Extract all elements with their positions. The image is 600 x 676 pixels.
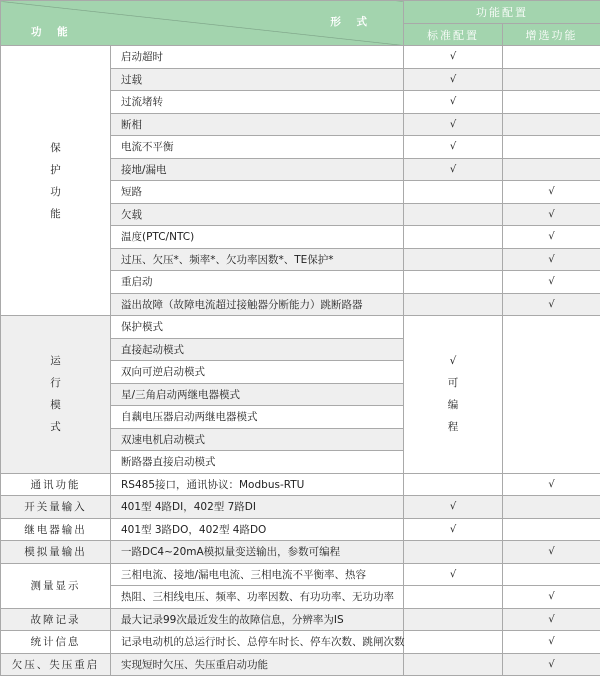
standard-check (404, 608, 503, 631)
standard-check (404, 631, 503, 654)
optional-check (503, 158, 600, 181)
optional-check: √ (503, 226, 600, 249)
check-mark: √ (404, 350, 502, 372)
form-header: 形 式 (330, 14, 373, 29)
standard-check (404, 271, 503, 294)
run-mode-item: 保护模式 (111, 316, 404, 339)
category-digital-input: 开关量输入 (1, 496, 111, 519)
optional-check: √ (503, 203, 600, 226)
run-mode-optional (503, 316, 600, 474)
optional-check: √ (503, 653, 600, 676)
protection-item: 溢出故障（故障电流超过接触器分断能力）跳断路器 (111, 293, 404, 316)
diagonal-header-cell (1, 1, 404, 46)
category-undervoltage-restart: 欠压、失压重启 (1, 653, 111, 676)
standard-check: √ (404, 68, 503, 91)
standard-check (404, 653, 503, 676)
measurement-item: 三相电流、接地/漏电电流、三相电流不平衡率、热容 (111, 563, 404, 586)
optional-check (503, 68, 600, 91)
category-char: 功 (1, 181, 110, 203)
category-char: 行 (1, 372, 110, 394)
protection-item: 电流不平衡 (111, 136, 404, 159)
protection-item: 过载 (111, 68, 404, 91)
standard-check: √ (404, 113, 503, 136)
run-mode-item: 星/三角启动两继电器模式 (111, 383, 404, 406)
category-statistics: 统计信息 (1, 631, 111, 654)
feature-item: 最大记录99次最近发生的故障信息，分辨率为IS (111, 608, 404, 631)
standard-check: √ (404, 136, 503, 159)
category-char: 能 (1, 203, 110, 225)
category-analog-output: 模拟量输出 (1, 541, 111, 564)
standard-check: √ (404, 496, 503, 519)
optional-check (503, 496, 600, 519)
optional-check (503, 518, 600, 541)
standard-check (404, 181, 503, 204)
standard-check: √ (404, 46, 503, 69)
standard-check: √ (404, 158, 503, 181)
run-mode-item: 双速电机启动模式 (111, 428, 404, 451)
category-run-mode (1, 316, 111, 474)
feature-item: 实现短时欠压、失压重启动功能 (111, 653, 404, 676)
programmable-char: 编 (404, 394, 502, 416)
optional-check: √ (503, 473, 600, 496)
config-header: 功能配置 (404, 1, 600, 24)
protection-item: 接地/漏电 (111, 158, 404, 181)
optional-check (503, 136, 600, 159)
run-mode-standard-programmable (404, 316, 503, 474)
category-relay-output: 继电器输出 (1, 518, 111, 541)
standard-check (404, 293, 503, 316)
optional-check: √ (503, 541, 600, 564)
run-mode-item: 直接起动模式 (111, 338, 404, 361)
run-mode-item: 自藕电压器启动两继电器模式 (111, 406, 404, 429)
run-mode-item: 双向可逆启动模式 (111, 361, 404, 384)
function-header: 功 能 (31, 24, 74, 39)
optional-check: √ (503, 586, 600, 609)
category-char: 护 (1, 159, 110, 181)
category-protection (1, 46, 111, 316)
category-measurement: 测量显示 (1, 563, 111, 608)
protection-item: 温度(PTC/NTC) (111, 226, 404, 249)
standard-check (404, 586, 503, 609)
protection-item: 短路 (111, 181, 404, 204)
optional-check (503, 46, 600, 69)
optional-check: √ (503, 608, 600, 631)
standard-check: √ (404, 91, 503, 114)
category-char: 模 (1, 394, 110, 416)
run-mode-item: 断路器直接启动模式 (111, 451, 404, 474)
optional-check (503, 113, 600, 136)
standard-config-header: 标准配置 (404, 24, 503, 46)
feature-item: 401型 4路DI，402型 7路DI (111, 496, 404, 519)
protection-item: 过压、欠压*、频率*、欠功率因数*、TE保护* (111, 248, 404, 271)
standard-check (404, 541, 503, 564)
category-char: 式 (1, 416, 110, 438)
feature-item: 记录电动机的总运行时长、总停车时长、停车次数、跳闸次数 (111, 631, 404, 654)
feature-item: RS485接口，通讯协议：Modbus-RTU (111, 473, 404, 496)
standard-check (404, 203, 503, 226)
standard-check: √ (404, 518, 503, 541)
standard-check: √ (404, 563, 503, 586)
standard-check (404, 473, 503, 496)
protection-item: 断相 (111, 113, 404, 136)
standard-check (404, 248, 503, 271)
standard-check (404, 226, 503, 249)
optional-check: √ (503, 248, 600, 271)
optional-function-header: 增选功能 (503, 24, 600, 46)
optional-check: √ (503, 631, 600, 654)
optional-check: √ (503, 181, 600, 204)
feature-item: 401型 3路DO，402型 4路DO (111, 518, 404, 541)
protection-item: 启动超时 (111, 46, 404, 69)
protection-item: 欠载 (111, 203, 404, 226)
category-char: 运 (1, 350, 110, 372)
programmable-char: 程 (404, 416, 502, 438)
protection-item: 过流堵转 (111, 91, 404, 114)
optional-check: √ (503, 293, 600, 316)
optional-check (503, 91, 600, 114)
category-fault-record: 故障记录 (1, 608, 111, 631)
feature-item: 一路DC4~20mA模拟量变送输出，参数可编程 (111, 541, 404, 564)
protection-item: 重启动 (111, 271, 404, 294)
category-communication: 通讯功能 (1, 473, 111, 496)
measurement-item: 热阻、三相线电压、频率、功率因数、有功功率、无功功率 (111, 586, 404, 609)
optional-check: √ (503, 271, 600, 294)
category-char: 保 (1, 137, 110, 159)
programmable-char: 可 (404, 372, 502, 394)
optional-check (503, 563, 600, 586)
